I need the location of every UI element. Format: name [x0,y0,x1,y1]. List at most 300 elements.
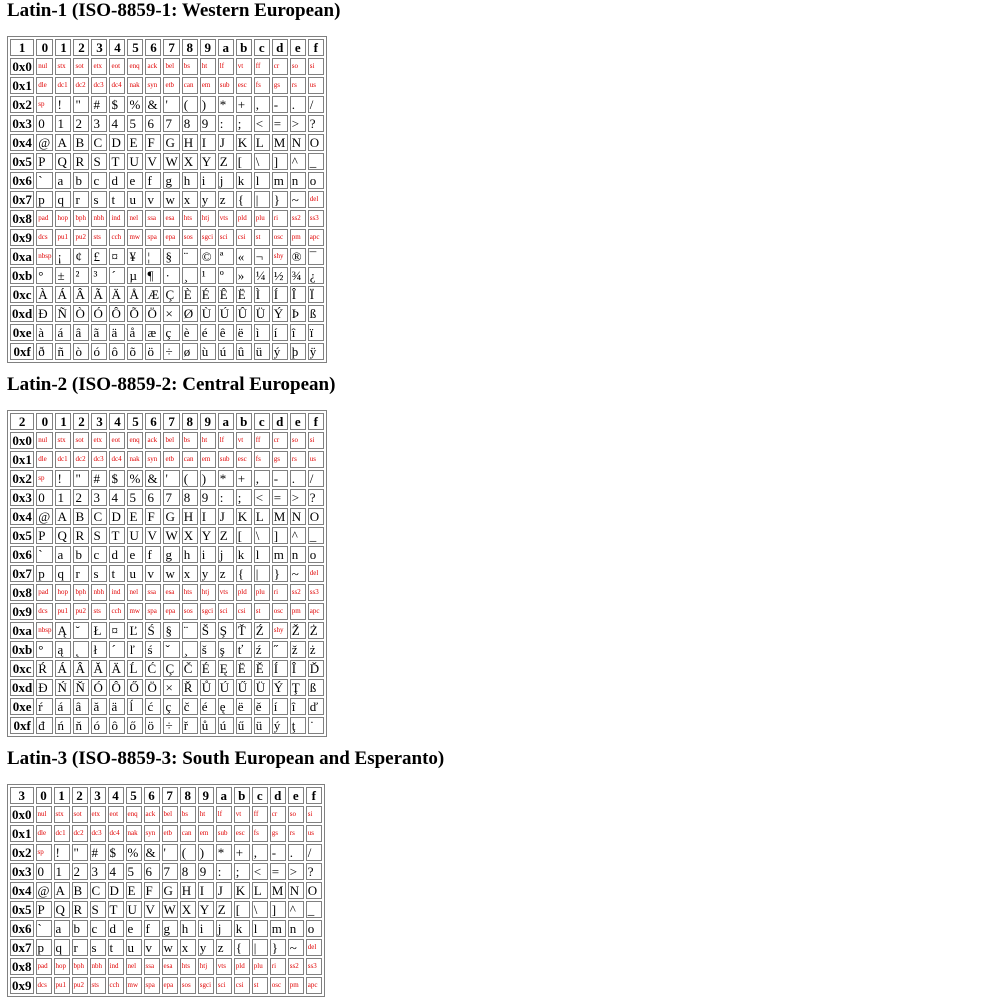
char-cell: Ž [290,622,306,639]
char-cell: à [36,324,53,341]
control-char-cell: apc [308,603,324,620]
char-cell: ˇ [163,641,179,658]
control-char-cell: spa [144,977,160,994]
char-cell: Ù [200,305,216,322]
table-row [10,153,324,170]
char-cell: I [200,134,216,151]
control-char-cell: ff [252,806,268,823]
char-cell: ½ [272,267,288,284]
char-cell: ë [236,698,252,715]
table-row [10,958,322,975]
char-cell: ( [182,96,198,113]
char-cell: \ [254,527,270,544]
row-header: 0x0 [10,58,34,75]
table-row [10,134,324,151]
row-header: 0x5 [10,153,34,170]
control-char-cell: apc [308,229,324,246]
char-cell: b [72,920,88,937]
table-row [10,77,324,94]
table-row [10,343,324,360]
control-char-cell: ss3 [308,584,324,601]
control-char-cell: st [254,603,270,620]
char-cell: m [270,920,286,937]
row-header: 0x8 [12,959,32,974]
char-cell: ; [234,863,250,880]
control-char-cell: nbh [91,584,107,601]
char-cell: z [218,565,234,582]
table-row [10,58,324,75]
char-cell: ( [182,470,198,487]
control-char-cell: osc [272,229,288,246]
char-cell: ] [272,527,288,544]
char-cell: Î [290,660,306,677]
char-cell: L [254,134,270,151]
char-cell: Ű [236,679,252,696]
control-char-cell: dc2 [73,77,89,94]
char-cell: ¡ [55,248,71,265]
row-header: 0x6 [10,546,34,563]
control-char-cell: so [288,806,304,823]
char-cell: É [200,286,216,303]
char-cell: 7 [162,863,178,880]
char-cell: ° [36,641,53,658]
char-cell: ű [236,717,252,734]
char-cell: - [270,844,286,861]
row-header: 0xb [12,642,33,657]
char-cell: È [182,286,198,303]
column-header: e [288,787,304,804]
char-cell: J [216,882,232,899]
char-cell: [ [234,901,250,918]
char-cell: : [218,489,234,506]
table-row [10,191,324,208]
control-char-cell: etx [91,432,107,449]
control-char-cell: del [308,565,324,582]
char-cell: , [252,844,268,861]
char-cell: f [145,172,161,189]
char-cell: V [145,527,161,544]
char-cell: k [234,920,250,937]
column-header: 4 [109,39,125,56]
char-cell: ö [145,343,161,360]
char-cell: Í [272,286,288,303]
char-cell: 9 [198,863,214,880]
char-cell: S [91,153,107,170]
char-cell: ã [91,324,107,341]
column-header: 1 [55,39,71,56]
char-cell: ? [306,863,322,880]
table-row [10,622,324,639]
row-header: 0x7 [10,191,34,208]
char-cell: ^ [288,901,304,918]
column-header: 7 [163,413,179,430]
control-char-cell: hop [55,584,71,601]
char-cell: ^ [290,153,306,170]
column-header: f [308,39,324,56]
char-cell: Ô [109,679,125,696]
control-char-cell: shy [272,622,288,639]
char-cell: Y [200,153,216,170]
char-cell: E [127,508,143,525]
char-cell: . [290,470,306,487]
control-char-cell: pu2 [73,229,89,246]
charset-section [7,748,445,993]
char-cell: ¦ [145,248,161,265]
control-char-cell: epa [162,977,178,994]
char-cell: D [109,134,125,151]
char-cell: D [108,882,124,899]
char-cell: t [109,565,125,582]
char-cell: { [234,939,250,956]
control-char-cell: sgci [198,977,214,994]
char-cell: M [272,508,288,525]
char-cell: 6 [145,489,161,506]
control-char-cell: sos [182,229,198,246]
table-row [10,844,322,861]
char-cell: ~ [290,565,306,582]
char-cell: ˝ [272,641,288,658]
control-char-cell: esc [236,77,252,94]
char-cell: 4 [109,115,125,132]
section-title: Latin-2 (ISO-8859-2: Central European) [7,374,336,395]
char-cell: j [216,920,232,937]
char-cell: Ś [145,622,161,639]
control-char-cell: esa [163,584,179,601]
char-cell: Y [200,527,216,544]
char-cell: ¨ [182,248,198,265]
column-header: 3 [90,787,106,804]
char-cell: ý [272,717,288,734]
control-char-cell: mw [127,603,143,620]
char-cell: ŕ [36,698,53,715]
char-cell: ¬ [254,248,270,265]
control-char-cell: hts [182,584,198,601]
control-char-cell: vts [216,958,232,975]
char-cell: Ø [182,305,198,322]
column-header: d [270,787,286,804]
char-cell: ¶ [145,267,161,284]
column-header: 3 [91,413,107,430]
char-cell: 3 [91,489,107,506]
char-cell: Ü [254,679,270,696]
control-char-cell: ind [109,584,125,601]
control-char-cell: etx [90,806,106,823]
char-cell: F [144,882,160,899]
control-char-cell: stx [54,806,70,823]
control-char-cell: hop [54,958,70,975]
control-char-cell: dc2 [73,451,89,468]
row-header: 0xf [10,343,34,360]
column-header: b [234,787,250,804]
control-char-cell: hts [180,958,196,975]
table-row [10,451,324,468]
table-row [10,603,324,620]
char-cell: ň [73,717,89,734]
char-cell: ´ [109,267,125,284]
char-cell: Ň [73,679,89,696]
column-header: b [236,39,252,56]
control-char-cell: cr [270,806,286,823]
char-cell: s [91,565,107,582]
control-char-cell: ack [144,806,160,823]
char-cell: h [180,920,196,937]
control-char-cell: sos [180,977,196,994]
control-char-cell: bph [73,210,89,227]
row-header: 0x3 [10,489,34,506]
char-cell: X [180,901,196,918]
char-cell: 1 [55,489,71,506]
char-cell: M [270,882,286,899]
control-char-cell: nul [36,58,53,75]
control-char-cell: esa [162,958,178,975]
control-char-cell: nak [126,825,142,842]
char-cell: ~ [288,939,304,956]
char-cell: ª [218,248,234,265]
char-cell: ż [308,641,324,658]
char-cell: ć [145,698,161,715]
char-cell: 8 [182,115,198,132]
char-cell: $ [109,470,125,487]
char-cell: ę [218,698,234,715]
control-char-cell: nbh [90,958,106,975]
char-cell: " [72,844,88,861]
control-char-cell: pld [234,958,250,975]
control-char-cell: vt [236,58,252,75]
control-char-cell: vt [236,432,252,449]
char-cell: ¹ [200,267,216,284]
char-cell: Ů [200,679,216,696]
char-cell: q [54,939,70,956]
char-cell: o [306,920,322,937]
char-cell: b [73,172,89,189]
char-cell: N [290,134,306,151]
char-cell: E [127,134,143,151]
column-header: 0 [36,39,53,56]
row-header: 0x0 [12,807,32,822]
char-cell: ÷ [163,343,179,360]
char-cell: 1 [54,863,70,880]
column-header: 2 [72,787,88,804]
control-char-cell: dc3 [90,825,106,842]
control-char-cell: htj [200,210,216,227]
char-cell: ř [182,717,198,734]
char-cell: K [236,134,252,151]
control-char-cell: nul [36,806,52,823]
char-cell: Ë [236,286,252,303]
char-cell: Ý [272,679,288,696]
char-cell: B [73,134,89,151]
char-cell: x [182,191,198,208]
control-char-cell: sgci [200,603,216,620]
char-cell: s [90,939,106,956]
column-header: e [290,413,306,430]
char-cell: d [109,546,125,563]
char-cell: W [165,528,178,543]
char-cell: J [218,134,234,151]
char-cell: # [90,844,106,861]
control-char-cell: hop [55,210,71,227]
control-char-cell: plu [254,584,270,601]
char-cell: ! [54,844,70,861]
char-cell: Z [218,153,234,170]
char-cell: ¤ [109,622,125,639]
char-cell: $ [108,844,124,861]
row-header: 0x7 [10,565,34,582]
char-cell: ¸ [182,267,198,284]
char-cell: 3 [90,863,106,880]
control-char-cell: dc4 [109,451,125,468]
row-header: 0xe [10,324,34,341]
row-header: 0x8 [10,210,34,227]
control-char-cell: ssa [145,210,161,227]
char-cell: l [252,920,268,937]
control-char-cell: us [308,77,324,94]
table-row [10,863,322,880]
char-cell: ď [308,698,324,715]
control-char-cell: osc [272,603,288,620]
char-cell: ś [145,641,161,658]
control-char-cell: enq [126,806,142,823]
control-char-cell: gs [272,451,288,468]
char-cell: o [308,546,324,563]
char-cell: £ [91,248,107,265]
char-cell: O [308,508,324,525]
char-cell: B [72,882,88,899]
char-cell: m [272,172,288,189]
char-cell: 9 [200,489,216,506]
column-header: 8 [182,413,198,430]
char-cell: t [109,191,125,208]
control-char-cell: cch [109,229,125,246]
char-cell: Û [236,305,252,322]
char-cell: ì [254,324,270,341]
char-cell: } [272,565,288,582]
control-char-cell: dcs [36,229,53,246]
control-char-cell: csi [236,603,252,620]
control-char-cell: fs [254,77,270,94]
char-cell: * [218,470,234,487]
char-cell: c [91,546,107,563]
control-char-cell: nak [127,77,143,94]
row-header: 0x4 [10,508,34,525]
char-cell: & [144,844,160,861]
char-cell: ü [254,717,270,734]
column-header: c [254,413,270,430]
column-header: 4 [109,413,125,430]
char-cell: ä [109,324,125,341]
char-cell: % [127,96,143,113]
char-cell: | [254,191,270,208]
table-row [10,641,324,658]
control-char-cell: pad [36,584,53,601]
control-char-cell: ss2 [290,210,306,227]
row-header: 0xb [12,268,33,283]
control-char-cell: nbsp [36,248,53,265]
char-cell: @ [36,882,52,899]
row-header: 0xa [10,622,34,639]
control-char-cell: stx [55,58,71,75]
char-cell: _ [308,153,324,170]
control-char-cell: ht [200,432,216,449]
control-char-cell: em [200,451,216,468]
table-row [10,565,324,582]
control-char-cell: sos [182,603,198,620]
control-char-cell: can [180,825,196,842]
char-cell: Ě [254,660,270,677]
char-cell: + [234,844,250,861]
char-cell: ˛ [73,641,89,658]
char-cell: u [127,565,143,582]
row-header: 0x1 [10,451,34,468]
control-char-cell: can [182,77,198,94]
char-cell: Å [127,286,143,303]
char-cell: ³ [91,267,107,284]
control-char-cell: apc [306,977,322,994]
column-header: 1 [55,413,71,430]
char-cell: ´ [109,641,125,658]
control-char-cell: dcs [36,977,52,994]
char-cell: > [288,863,304,880]
control-char-cell: syn [145,451,161,468]
column-header: b [236,413,252,430]
char-cell: â [73,324,89,341]
row-header: 0x2 [10,96,34,113]
char-cell: e [127,546,143,563]
control-char-cell: del [306,939,322,956]
control-char-cell: cch [108,977,124,994]
table-row [10,939,322,956]
control-char-cell: bel [163,58,179,75]
char-cell: ş [218,641,234,658]
control-char-cell: rs [288,825,304,842]
char-cell: ) [198,844,214,861]
control-char-cell: nel [127,584,143,601]
char-cell: § [163,248,179,265]
control-char-cell: bs [180,806,196,823]
char-cell: ² [73,267,89,284]
char-cell: G [162,882,178,899]
char-cell: 6 [144,863,160,880]
char-cell: * [216,844,232,861]
char-cell: ˙ [308,717,324,734]
control-char-cell: em [198,825,214,842]
column-header: 8 [182,39,198,56]
char-cell: = [272,115,288,132]
char-cell: ç [163,324,179,341]
control-char-cell: ff [254,432,270,449]
control-char-cell: sot [73,58,89,75]
char-cell: ß [308,679,324,696]
table-corner-label: 3 [10,787,34,804]
char-cell: j [218,546,234,563]
char-cell: Ŕ [36,660,53,677]
char-cell: . [290,96,306,113]
char-cell: d [109,172,125,189]
column-header: 1 [54,787,70,804]
char-cell: T [109,153,125,170]
char-cell: Ä [109,660,125,677]
char-cell: h [182,172,198,189]
char-cell: å [127,324,143,341]
char-cell: a [54,920,70,937]
char-cell: © [200,248,216,265]
table-row [10,229,324,246]
row-header: 0x2 [12,845,32,860]
char-cell: ¥ [127,248,143,265]
char-cell: ß [308,305,324,322]
control-char-cell: bs [182,432,198,449]
control-char-cell: nbsp [36,622,53,639]
